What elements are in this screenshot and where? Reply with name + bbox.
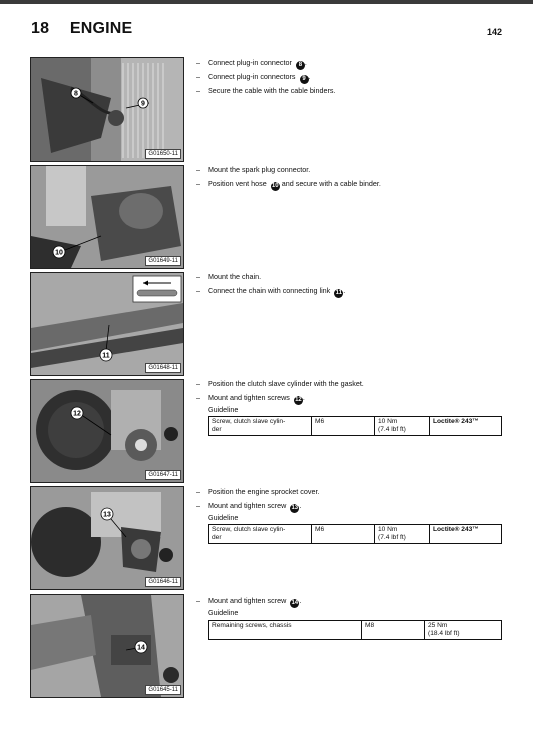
- step: – Connect plug-in connectors 9 .: [196, 70, 516, 84]
- figure-code: G01646-11: [145, 577, 181, 587]
- step: – Position the clutch slave cylinder with the gasket.: [196, 377, 516, 391]
- spec-part: Remaining screws, chassis: [209, 621, 362, 640]
- step: – Mount and tighten screw 14.: [196, 594, 516, 608]
- callout-ref: 14: [291, 600, 299, 606]
- spec-table: [208, 524, 502, 544]
- photo-chassis: [31, 595, 183, 697]
- figure-code: G01647-11: [145, 470, 181, 480]
- photo-sprocket-cover: [31, 487, 183, 589]
- photo-chain: [31, 273, 183, 375]
- spec-torque: 10 Nm (7.4 lbf ft): [375, 417, 430, 436]
- steps-section-5: [196, 485, 516, 523]
- steps-section-1: [196, 56, 516, 98]
- step: – Mount and tighten screws 12.: [196, 391, 516, 405]
- callout-ref: 11: [335, 290, 342, 296]
- steps-section-2: [196, 163, 516, 191]
- figure-spark-plug: [30, 165, 184, 269]
- chapter-number: 18: [31, 20, 50, 37]
- figure-chassis-screw: [30, 594, 184, 698]
- step: – Mount and tighten screw 13.: [196, 499, 516, 513]
- callout-11: 11: [102, 352, 110, 360]
- spec-thread: M8: [362, 621, 425, 640]
- callout-8: 8: [74, 90, 78, 98]
- spec-adhesive: Loctite® 243™: [430, 417, 502, 436]
- chapter-title: ENGINE: [69, 20, 133, 37]
- spec-table: [208, 416, 502, 436]
- table-row: [209, 525, 502, 544]
- spec-part: Screw, clutch slave cylin- der: [209, 417, 312, 436]
- figure-code: G01648-11: [145, 363, 181, 373]
- spec-torque: 25 Nm (18.4 lbf ft): [425, 621, 502, 640]
- spec-part: Screw, clutch slave cylin- der: [209, 525, 312, 544]
- step: – Connect plug-in connector 8 .: [196, 56, 516, 70]
- spec-adhesive: Loctite® 243™: [430, 525, 502, 544]
- figure-sprocket-cover: [30, 486, 184, 590]
- step: – Position vent hose 10 and secure with a cable binder.: [196, 177, 516, 191]
- step: – Position the engine sprocket cover.: [196, 485, 516, 499]
- steps-section-3: [196, 270, 516, 298]
- callout-ref: 13: [291, 505, 299, 511]
- figure-code: G01649-11: [145, 256, 181, 266]
- photo-clutch-slave: [31, 380, 183, 482]
- figure-chain: [30, 272, 184, 376]
- step: – Mount the chain.: [196, 270, 516, 284]
- callout-ref: 12: [295, 397, 302, 403]
- steps-section-6: [196, 594, 516, 618]
- step: – Mount the spark plug connector.: [196, 163, 516, 177]
- callout-12: 12: [73, 410, 81, 418]
- spec-table: [208, 620, 502, 640]
- figure-code: G01650-11: [145, 149, 181, 159]
- guideline-label: Guideline: [208, 608, 239, 617]
- callout-14: 14: [137, 644, 145, 652]
- steps-section-4: [196, 377, 516, 415]
- guideline-label: Guideline: [208, 513, 239, 522]
- page-number: 142: [487, 27, 503, 37]
- figure-clutch-slave: [30, 379, 184, 483]
- top-rule: [0, 0, 533, 4]
- figure-code: G01645-11: [145, 685, 181, 695]
- photo-spark-plug: [31, 166, 183, 268]
- callout-9: 9: [141, 100, 145, 108]
- chapter-heading: [31, 20, 132, 38]
- callout-10: 10: [55, 249, 63, 257]
- guideline-label: Guideline: [208, 405, 239, 414]
- spec-thread: M6: [312, 525, 375, 544]
- callout-ref: 8: [296, 61, 305, 70]
- callout-ref: 10: [271, 183, 279, 189]
- spec-torque: 10 Nm (7.4 lbf ft): [375, 525, 430, 544]
- table-row: [209, 621, 502, 640]
- photo-wiring: [31, 58, 183, 161]
- step: – Secure the cable with the cable binders.: [196, 84, 516, 98]
- table-row: [209, 417, 502, 436]
- step: – Connect the chain with connecting link 11.: [196, 284, 516, 298]
- callout-13: 13: [103, 511, 111, 519]
- spec-thread: M6: [312, 417, 375, 436]
- callout-ref: 9: [300, 75, 309, 84]
- figure-wiring-connectors: [30, 57, 184, 162]
